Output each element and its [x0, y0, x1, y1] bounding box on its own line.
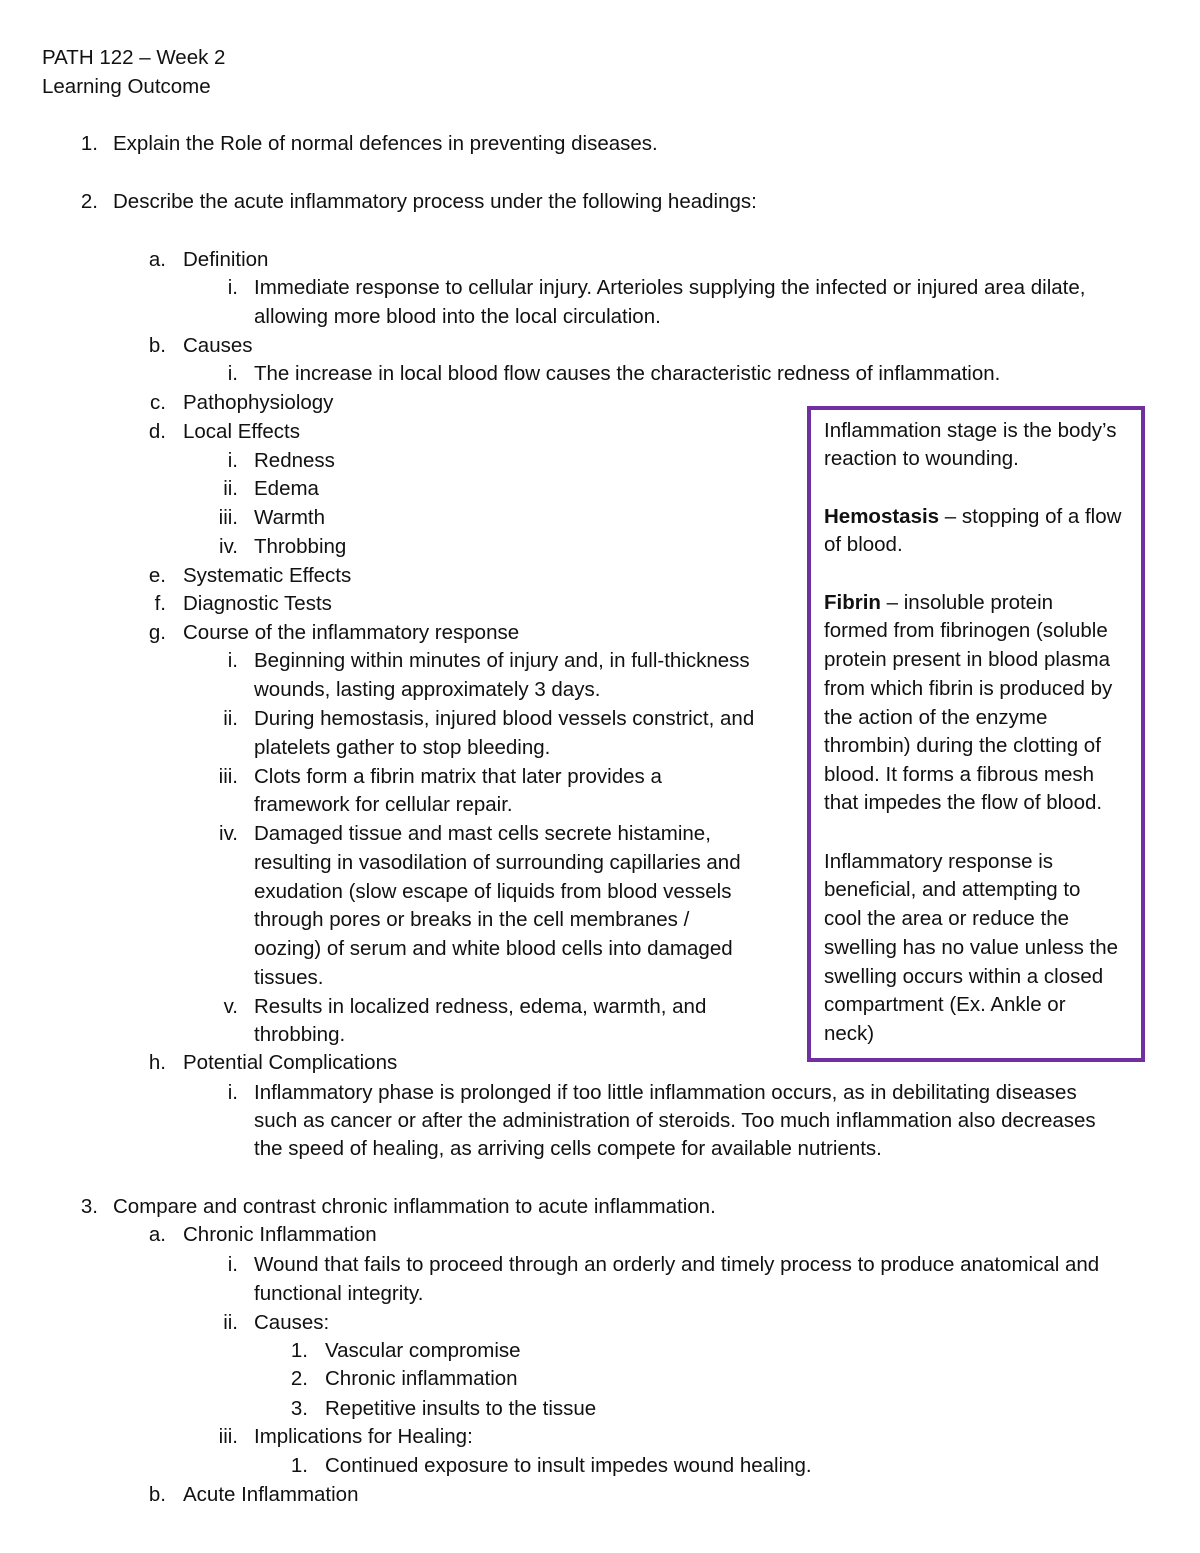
subitem-label: v.	[223, 995, 238, 1018]
subitem-text: throbbing.	[254, 1023, 346, 1046]
outcome-number: 3.	[80, 1195, 98, 1218]
sidebox-text: Inflammation stage is the body’s	[824, 419, 1117, 442]
subitem-text: Implications for Healing:	[254, 1425, 473, 1448]
outcome-text: Describe the acute inflammatory process under the following headings:	[113, 190, 757, 213]
subitem-text: oozing) of serum and white blood cells into damaged	[254, 937, 733, 960]
subsub-label: 1.	[290, 1454, 308, 1477]
sidebox-text: beneficial, and attempting to	[824, 878, 1081, 901]
item-heading: Definition	[183, 248, 269, 271]
sidebox-text: of blood.	[824, 533, 903, 556]
subsub-text: Chronic inflammation	[325, 1367, 518, 1390]
item-label: h.	[148, 1051, 166, 1074]
sidebox-text: the action of the enzyme	[824, 706, 1048, 729]
subitem-label: i.	[227, 449, 238, 472]
hemostasis-term: Hemostasis	[824, 505, 940, 528]
item-heading: Systematic Effects	[183, 564, 352, 587]
subitem-text: Edema	[254, 477, 319, 500]
subsub-label: 3.	[290, 1397, 308, 1420]
subitem-text: framework for cellular repair.	[254, 793, 513, 816]
subitem-text: exudation (slow escape of liquids from blood vessels	[254, 880, 732, 903]
item-heading: Acute Inflammation	[183, 1483, 359, 1506]
subitem-text: functional integrity.	[254, 1282, 424, 1305]
subitem-text: platelets gather to stop bleeding.	[254, 736, 551, 759]
item-label: f.	[154, 592, 166, 615]
outcome-number: 1.	[80, 132, 98, 155]
item-label: a.	[148, 248, 166, 271]
subsub-text: Vascular compromise	[325, 1339, 521, 1362]
hemostasis-definition: – stopping of a flow	[944, 505, 1122, 528]
sidebox-fibrin	[824, 588, 1053, 617]
subitem-text: Causes:	[254, 1311, 330, 1334]
subitem-label: iv.	[219, 822, 238, 845]
sidebox-text: thrombin) during the clotting of	[824, 734, 1101, 757]
sidebox-text: swelling has no value unless the	[824, 936, 1119, 959]
item-label: e.	[148, 564, 166, 587]
subitem-text: the speed of healing, as arriving cells compete for available nutrients.	[254, 1137, 882, 1160]
item-heading: Pathophysiology	[183, 391, 334, 414]
subitem-label: iii.	[218, 506, 238, 529]
subsub-text: Repetitive insults to the tissue	[325, 1397, 597, 1420]
item-label: c.	[150, 391, 166, 414]
subitem-label: i.	[227, 276, 238, 299]
item-label: a.	[148, 1223, 166, 1246]
subitem-text: resulting in vasodilation of surrounding capillaries and	[254, 851, 741, 874]
subitem-label: iii.	[218, 765, 238, 788]
sidebox-text: from which fibrin is produced by	[824, 677, 1113, 700]
subsub-text: Continued exposure to insult impedes wound healing.	[325, 1454, 812, 1477]
fibrin-term: Fibrin	[824, 591, 881, 614]
item-heading: Local Effects	[183, 420, 300, 443]
subitem-text: such as cancer or after the administration of steroids. Too much inflammation also decreases	[254, 1109, 1096, 1132]
sidebox-text: Inflammatory response is	[824, 850, 1054, 873]
sidebox-text: protein present in blood plasma	[824, 648, 1111, 671]
subitem-label: iii.	[218, 1425, 238, 1448]
subitem-text: Beginning within minutes of injury and, in full-thickness	[254, 649, 750, 672]
subsub-label: 2.	[290, 1367, 308, 1390]
item-label: b.	[148, 334, 166, 357]
subitem-text: Damaged tissue and mast cells secrete histamine,	[254, 822, 711, 845]
sidebox-text: that impedes the flow of blood.	[824, 791, 1103, 814]
subitem-text: Inflammatory phase is prolonged if too little inflammation occurs, as in debilitating diseases	[254, 1081, 1077, 1104]
subitem-text: wounds, lasting approximately 3 days.	[254, 678, 601, 701]
sidebox-text: compartment (Ex. Ankle or	[824, 993, 1066, 1016]
outcome-text: Compare and contrast chronic inflammation to acute inflammation.	[113, 1195, 716, 1218]
subsub-label: 1.	[290, 1339, 308, 1362]
item-heading: Causes	[183, 334, 253, 357]
outcome-number: 2.	[80, 190, 98, 213]
subitem-label: i.	[227, 362, 238, 385]
item-heading: Diagnostic Tests	[183, 592, 332, 615]
subitem-text: allowing more blood into the local circulation.	[254, 305, 661, 328]
subitem-text: Warmth	[254, 506, 325, 529]
subitem-label: ii.	[223, 1311, 238, 1334]
subitem-text: Clots form a fibrin matrix that later provides a	[254, 765, 662, 788]
sidebox-hemostasis	[824, 502, 1121, 531]
item-heading: Chronic Inflammation	[183, 1223, 377, 1246]
subitem-text: Wound that fails to proceed through an orderly and timely process to produce anatomical and	[254, 1253, 1100, 1276]
subitem-text: Immediate response to cellular injury. Arterioles supplying the infected or injured area dilate,	[254, 276, 1086, 299]
subitem-text: Redness	[254, 449, 335, 472]
subitem-label: iv.	[219, 535, 238, 558]
outcome-text: Explain the Role of normal defences in preventing diseases.	[113, 132, 658, 155]
subitem-text: tissues.	[254, 966, 324, 989]
page-subtitle: Learning Outcome	[42, 75, 211, 98]
subitem-label: i.	[227, 1253, 238, 1276]
item-label: d.	[148, 420, 166, 443]
sidebox-text: neck)	[824, 1022, 875, 1045]
subitem-label: i.	[227, 1081, 238, 1104]
subitem-text: Results in localized redness, edema, warmth, and	[254, 995, 707, 1018]
sidebox-text: cool the area or reduce the	[824, 907, 1070, 930]
fibrin-definition: – insoluble protein	[886, 591, 1054, 614]
sidebox-text: formed from fibrinogen (soluble	[824, 619, 1108, 642]
subitem-text: During hemostasis, injured blood vessels constrict, and	[254, 707, 755, 730]
item-heading: Course of the inflammatory response	[183, 621, 520, 644]
sidebox-text: reaction to wounding.	[824, 447, 1019, 470]
sidebox-text: swelling occurs within a closed	[824, 965, 1104, 988]
subitem-label: ii.	[223, 477, 238, 500]
item-heading: Potential Complications	[183, 1051, 398, 1074]
subitem-text: through pores or breaks in the cell membranes /	[254, 908, 690, 931]
subitem-text: Throbbing	[254, 535, 347, 558]
course-title: PATH 122 – Week 2	[42, 46, 226, 69]
item-label: g.	[148, 621, 166, 644]
sidebox-text: blood. It forms a fibrous mesh	[824, 763, 1095, 786]
item-label: b.	[148, 1483, 166, 1506]
subitem-text: The increase in local blood flow causes the characteristic redness of inflammation.	[254, 362, 1001, 385]
subitem-label: ii.	[223, 707, 238, 730]
subitem-label: i.	[227, 649, 238, 672]
